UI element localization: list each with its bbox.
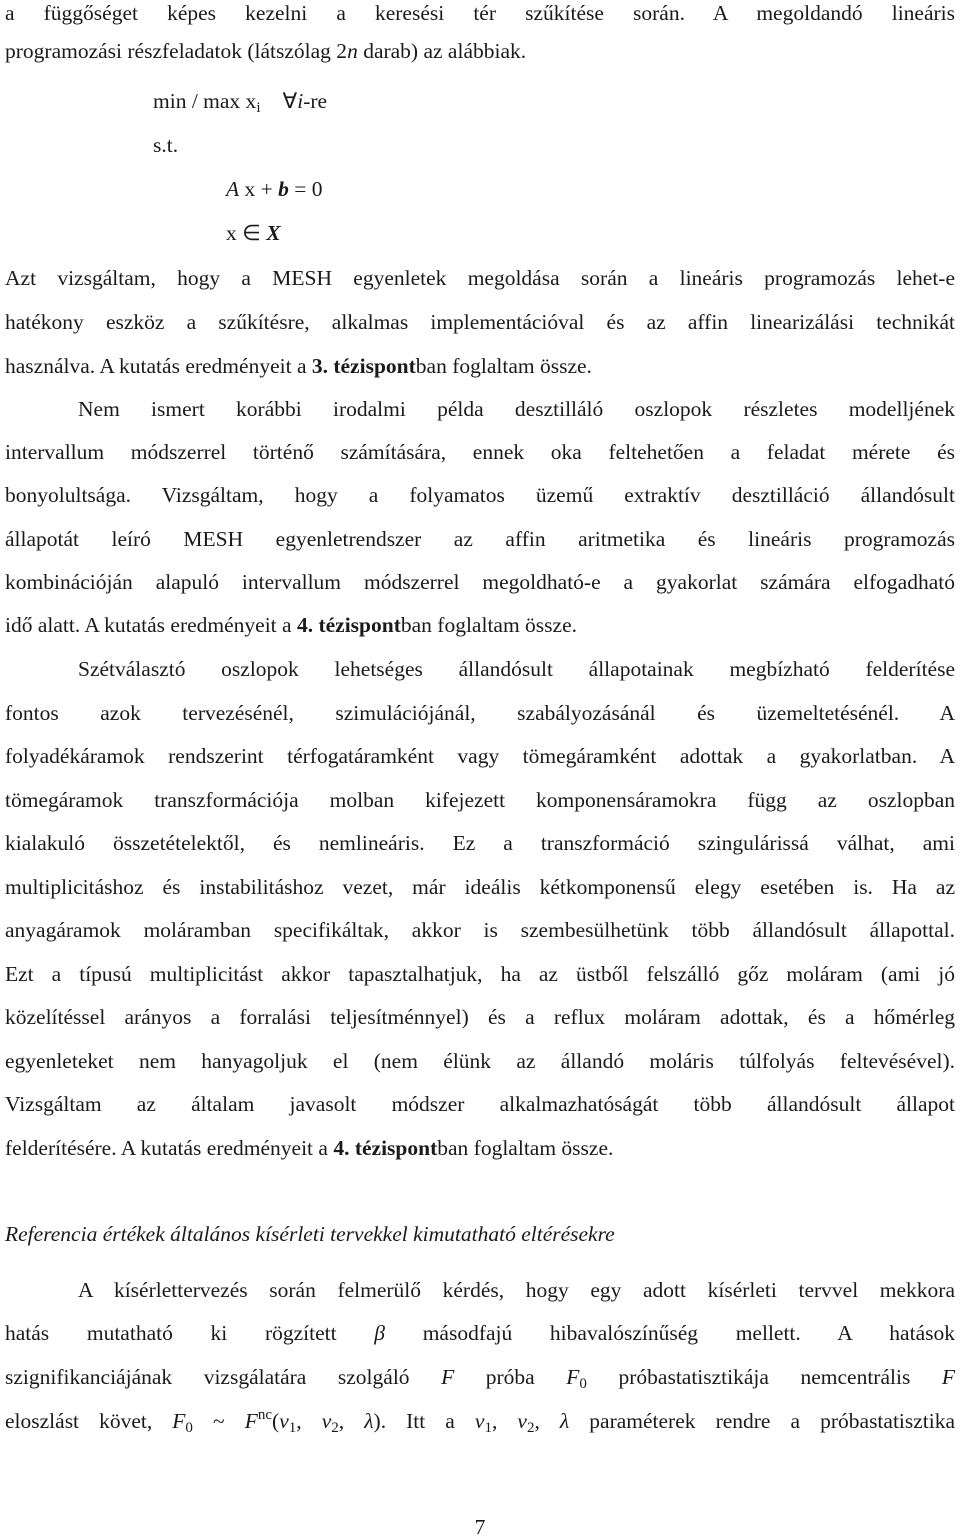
text-line: eloszlást követ, $F_0$ ~ $F^{nc}(\nu_1$, $\nu_2$, λ). Itt a $\nu_1$, $\nu_2$, λ paraméterek rendre a próbastatisztika xyxy=(5,1406,956,1436)
text-line: felderítésére. A kutatás eredményeit a 4. tézispontban foglaltam össze. xyxy=(5,1136,614,1160)
text-line: használva. A kutatás eredményeit a 3. tézispontban foglaltam össze. xyxy=(5,354,592,378)
text-line: folyadékáramok rendszerint térfogatáramként vagy tömegáramként adottak a gyakorlatban. A xyxy=(5,744,955,768)
text-line: szignifikanciájának vizsgálatára szolgáló F próba $F_0$ próbastatisztikája nemcentrális F xyxy=(5,1365,956,1392)
text-line: kialakuló összetételektől, és nemlineáris. Ez a transzformáció szingulárissá válhat, ami xyxy=(5,831,955,855)
text-line: fontos azok tervezésénél, szimulációjánál, szabályozásánál és üzemeltetésénél. A xyxy=(5,701,955,725)
text-line: kombinációján alapuló intervallum módszerrel megoldható-e a gyakorlat számára elfogadható xyxy=(5,570,955,594)
text-line: hatás mutatható ki rögzített β másodfajú hibavalószínűség mellett. A hatások xyxy=(5,1321,955,1345)
text-line: Nem ismert korábbi irodalmi példa desztilláló oszlopok részletes modelljének xyxy=(78,397,955,421)
text-line: Szétválasztó oszlopok lehetséges állandósult állapotainak megbízható felderítése xyxy=(78,657,955,681)
text-line: programozási részfeladatok (látszólag 2n darab) az alábbiak. xyxy=(5,39,527,63)
text-line: Vizsgáltam az általam javasolt módszer alkalmazhatóságát több állandósult állapot xyxy=(5,1092,955,1116)
text-line: idő alatt. A kutatás eredményeit a 4. tézispontban foglaltam össze. xyxy=(5,613,578,637)
text-line: Ezt a típusú multiplicitást akkor tapasztalhatjuk, ha az üstből felszálló gőz moláram (ami jó xyxy=(5,962,955,986)
formula-constraint-domain: x ∈ X xyxy=(226,221,281,245)
formula-constraint-equation: A x + b = 0 xyxy=(226,177,323,201)
text-line: állapotát leíró MESH egyenletrendszer az affin aritmetika és lineáris programozás xyxy=(5,527,955,551)
text-line: anyagáramok moláramban specifikáltak, akkor is szembesülhetünk több állandósult állapottal. xyxy=(5,918,955,942)
section-heading: Referencia értékek általános kísérleti tervekkel kimutatható eltérésekre xyxy=(5,1222,615,1246)
text-line: Azt vizsgáltam, hogy a MESH egyenletek megoldása során a lineáris programozás lehet-e xyxy=(5,266,955,290)
text-line: A kísérlettervezés során felmerülő kérdés, hogy egy adott kísérleti tervvel mekkora xyxy=(78,1278,955,1302)
text-line: a függőséget képes kezelni a keresési tér szűkítése során. A megoldandó lineáris xyxy=(5,1,955,25)
text-line: közelítéssel arányos a forralási teljesítménnyel) és a reflux moláram adottak, és a hőmérleg xyxy=(5,1005,955,1029)
text-line: hatékony eszköz a szűkítésre, alkalmas implementációval és az affin linearizálási technikát xyxy=(5,310,955,334)
formula-objective: min / $\max x_i$ ∀i-re xyxy=(153,89,328,116)
text-line: egyenleteket nem hanyagoljuk el (nem élünk az állandó moláris túlfolyás feltevésével). xyxy=(5,1049,955,1073)
formula-subject-to: s.t. xyxy=(153,133,179,157)
text-line: tömegáramok transzformációja molban kifejezett komponensáramokra függ az oszlopban xyxy=(5,788,955,812)
text-line: bonyolultsága. Vizsgáltam, hogy a folyamatos üzemű extraktív desztilláció állandósult xyxy=(5,483,955,507)
page-number: 7 xyxy=(474,1515,486,1539)
text-line: multiplicitáshoz és instabilitáshoz vezet, már ideális kétkomponensű elegy esetében is. Ha az xyxy=(5,875,955,899)
text-line: intervallum módszerrel történő számítására, ennek oka feltehetően a feladat mérete és xyxy=(5,440,955,464)
